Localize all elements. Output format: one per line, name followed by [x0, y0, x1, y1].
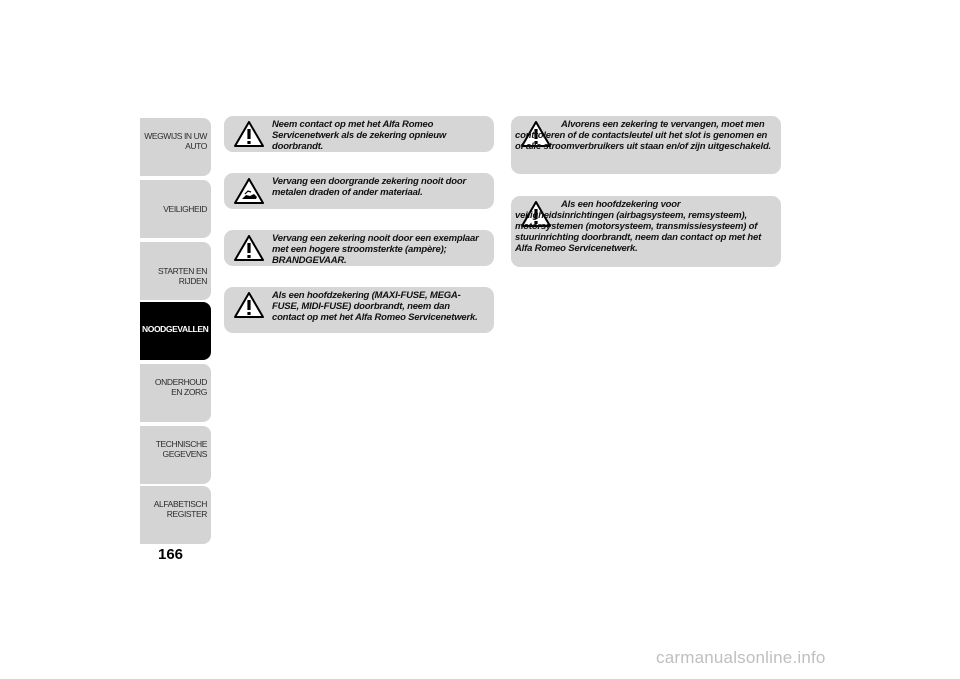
warning-box: [224, 230, 494, 266]
tab-veiligheid[interactable]: VEILIGHEID: [140, 180, 211, 238]
warning-text: Vervang een zekering nooit door een exemplaar met een hogere stroomsterkte (ampère); BRANDGEVAAR.: [272, 233, 479, 266]
warning-box: [224, 287, 494, 333]
tab-onderhoud-en-zorg[interactable]: ONDERHOUD EN ZORG: [140, 364, 211, 422]
warning-text: Als een hoofdzekering voor veiligheidsinrichtingen (airbagsysteem, remsysteem), motorsystemen (motorsysteem, transmissiesysteem) of stuurinrichting doorbrandt, neem dan contact op met het Alfa Romeo Servicenetwerk.: [515, 199, 762, 254]
tab-alfabetisch-register[interactable]: ALFABETISCH REGISTER: [140, 486, 211, 544]
warning-triangle-icon: [234, 235, 264, 261]
tab-noodgevallen[interactable]: NOODGEVALLEN: [140, 302, 211, 360]
watermark: carmanualsonline.info: [656, 648, 826, 667]
tab-starten-en-rijden[interactable]: STARTEN EN RIJDEN: [140, 242, 211, 300]
hand-warning-icon: [234, 178, 264, 204]
warning-text: Alvorens een zekering te vervangen, moet men controleren of de contactsleutel uit het slot is genomen en of alle stroomverbruikers uit staan en/of zijn uitgeschakeld.: [515, 119, 771, 152]
page-number: 166: [158, 546, 184, 563]
warning-text: Neem contact op met het Alfa Romeo Servicenetwerk als de zekering opnieuw doorbrandt.: [272, 119, 447, 152]
tab-wegwijs[interactable]: WEGWIJS IN UW AUTO: [140, 118, 211, 176]
warning-box: [511, 116, 781, 174]
tab-technische-gegevens[interactable]: TECHNISCHE GEGEVENS: [140, 426, 211, 484]
warning-text: Vervang een doorgrande zekering nooit door metalen draden of ander materiaal.: [272, 176, 466, 198]
warning-triangle-icon: [234, 121, 264, 147]
warning-box: [224, 116, 494, 152]
warning-box: [511, 196, 781, 267]
warning-text: Als een hoofdzekering (MAXI-FUSE, MEGA-FUSE, MIDI-FUSE) doorbrandt, neem dan contact op met het Alfa Romeo Servicenetwerk.: [272, 290, 478, 323]
warning-triangle-icon: [234, 292, 264, 318]
warning-box: [224, 173, 494, 209]
